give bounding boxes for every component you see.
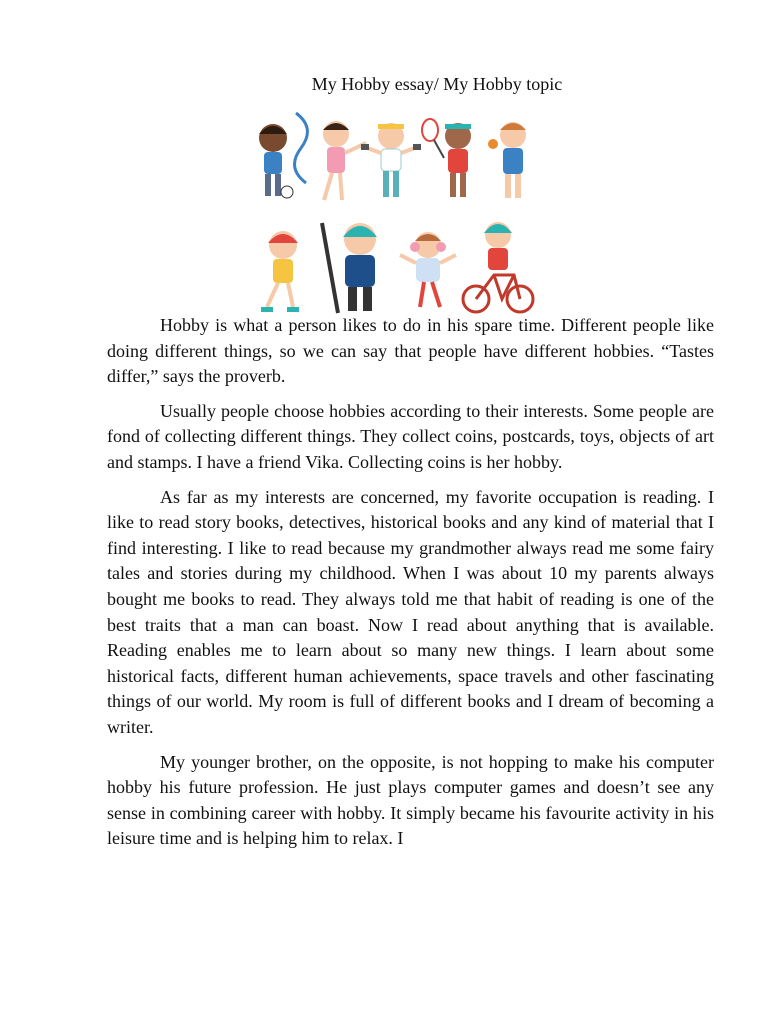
kid-soccer-figure — [259, 124, 293, 198]
paragraph: As far as my interests are concerned, my favorite occupation is reading. I like to read story books, detectives, historical books and any kind of material that I find interesting. I like to read because my grandmother always read me some fairy tales and stories during my childhood. When I was about 10 my parents always bought me books to read. They always told me that habit of reading is one of the best traits that a man can boast. Now I read about anything that is available. Reading enables me to learn about so many new things. I learn about some historical facts, different human achievements, space travels and other fascinating things of our world. My room is full of different books and I dream of becoming a writer. — [107, 486, 714, 737]
kid-tennis-figure — [422, 119, 471, 197]
paragraph: Hobby is what a person likes to do in his spare time. Different people like doing different things, so we can say that people have different hobbies. “Tastes differ,” says the proverb. — [107, 315, 714, 387]
kid-weights-figure — [361, 123, 421, 197]
kid-rollerskates-figure — [261, 231, 299, 312]
kid-basketball-figure — [488, 122, 526, 198]
paragraph: My younger brother, on the opposite, is not hopping to make his computer hobby his future profession. He just plays computer games and doesn’t see any sense in combining career with hobby. It simply became his favourite activity in his leisure time and is helping him to relax. I — [107, 751, 714, 849]
kid-bicycle-figure — [463, 222, 533, 312]
essay-body — [107, 313, 714, 861]
kid-gymnast-figure — [295, 113, 366, 200]
kids-hobbies-illustration — [248, 108, 538, 318]
kid-hockey-figure — [322, 223, 377, 313]
paragraph: Usually people choose hobbies according to their interests. Some people are fond of collecting different things. They collect coins, postcards, toys, objects of art and stamps. I have a friend Vika. Collecting coins is her hobby. — [107, 400, 714, 472]
kid-iceskater-figure — [400, 232, 456, 307]
document-title: My Hobby essay/ My Hobby topic — [311, 74, 563, 94]
